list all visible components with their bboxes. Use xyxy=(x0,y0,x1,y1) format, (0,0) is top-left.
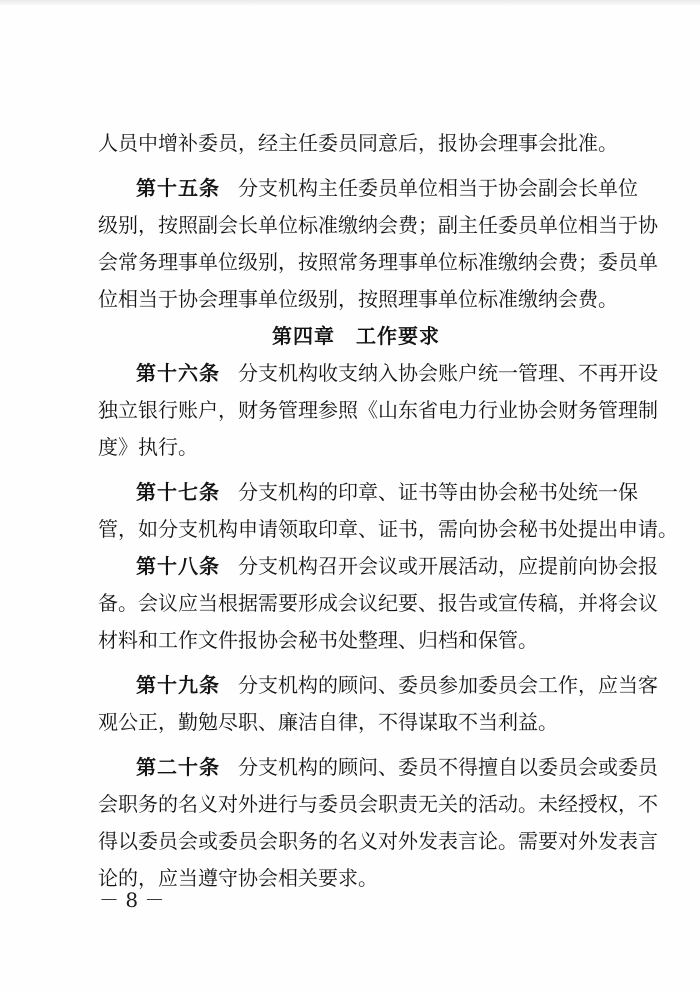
article-line: 分支机构的顾问、委员参加委员会工作，应当客 xyxy=(238,673,658,697)
article-line: 会常务理事单位级别，按照常务理事单位标准缴纳会费；委员单 xyxy=(98,250,658,274)
article-head: 第十六条 xyxy=(136,361,220,385)
scan-edge xyxy=(0,0,700,6)
article-line: 分支机构召开会议或开展活动，应提前向协会报 xyxy=(238,554,658,578)
article-line: 分支机构收支纳入协会账户统一管理、不再开设 xyxy=(238,361,658,385)
chapter-title: 第四章 工作要求 xyxy=(272,324,440,348)
article-line: 论的，应当遵守协会相关要求。 xyxy=(98,866,378,890)
article-19 xyxy=(98,667,658,741)
page-number: － 8 － xyxy=(99,888,165,912)
article-line: 会职务的名义对外进行与委员会职责无关的活动。未经授权，不 xyxy=(98,792,658,816)
article-head: 第十八条 xyxy=(136,554,220,578)
article-head: 第十五条 xyxy=(136,176,220,200)
article-line: 观公正，勤勉尽职、廉洁自律，不得谋取不当利益。 xyxy=(98,710,558,734)
intro-line: 人员中增补委员，经主任委员同意后，报协会理事会批准。 xyxy=(98,131,618,155)
article-line: 得以委员会或委员会职务的名义对外发表言论。需要对外发表言 xyxy=(98,829,658,853)
article-line: 分支机构的印章、证书等由协会秘书处统一保 xyxy=(238,480,638,504)
article-line: 分支机构主任委员单位相当于协会副会长单位 xyxy=(238,176,638,200)
article-15 xyxy=(98,170,658,318)
article-20 xyxy=(98,749,658,897)
document-body xyxy=(98,125,678,897)
article-head: 第十七条 xyxy=(136,480,220,504)
article-line: 分支机构的顾问、委员不得擅自以委员会或委员 xyxy=(238,755,658,779)
article-16 xyxy=(98,355,658,466)
article-line: 位相当于协会理事单位级别，按照理事单位标准缴纳会费。 xyxy=(98,287,618,311)
article-line: 独立银行账户，财务管理参照《山东省电力行业协会财务管理制 xyxy=(98,398,658,422)
article-line: 材料和工作文件报协会秘书处整理、归档和保管。 xyxy=(98,628,538,652)
article-line: 管，如分支机构申请领取印章、证书，需向协会秘书处提出申请。 xyxy=(98,517,678,541)
article-line: 级别，按照副会长单位标准缴纳会费；副主任委员单位相当于协 xyxy=(98,213,658,237)
article-head: 第二十条 xyxy=(136,755,220,779)
article-head: 第十九条 xyxy=(136,673,220,697)
article-line: 备。会议应当根据需要形成会议纪要、报告或宣传稿，并将会议 xyxy=(98,591,658,615)
article-17 xyxy=(98,474,678,548)
article-line: 度》执行。 xyxy=(98,435,198,459)
article-18 xyxy=(98,548,658,659)
